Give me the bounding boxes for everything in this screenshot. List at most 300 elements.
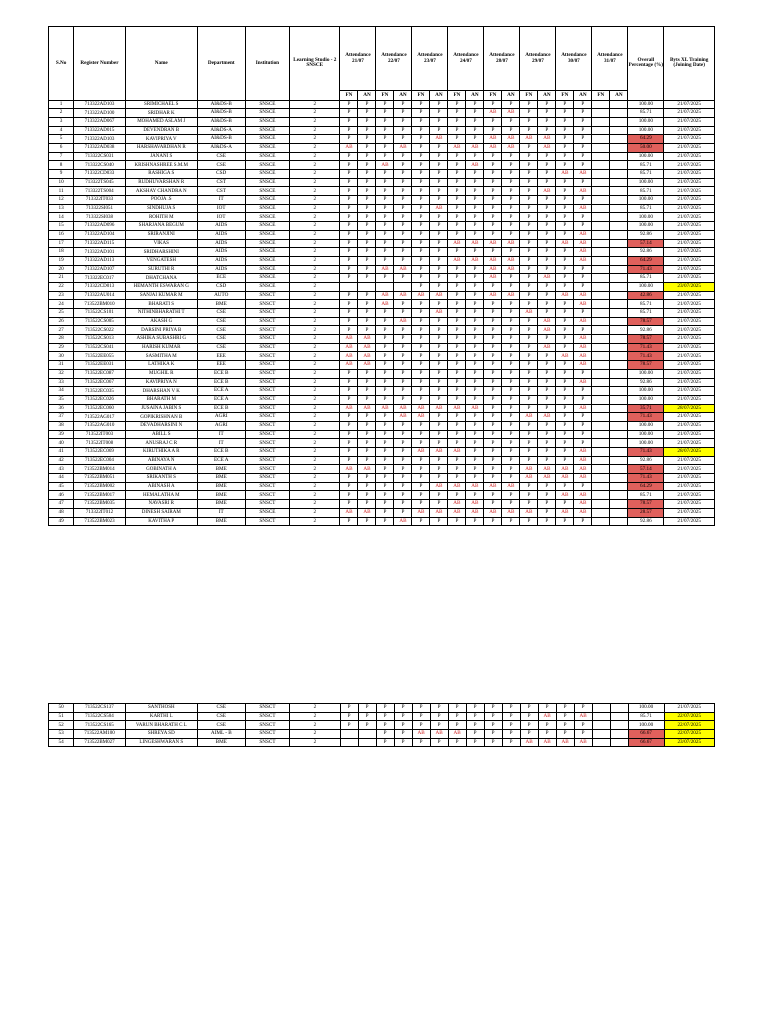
- cell-attendance: P: [430, 491, 448, 500]
- cell-attendance: P: [502, 721, 520, 730]
- cell-learning-studio: 2: [290, 282, 340, 291]
- cell-name: DEVADHARSINI N: [125, 421, 197, 430]
- cell-department: IT: [197, 439, 245, 448]
- cell-name: VARUN BHARATH C L: [125, 721, 197, 730]
- cell-attendance: P: [466, 170, 484, 179]
- table-row: [49, 517, 715, 526]
- cell-attendance: P: [412, 187, 430, 196]
- cell-attendance: P: [376, 721, 394, 730]
- table-row: [49, 335, 715, 344]
- cell-attendance: P: [358, 126, 376, 135]
- cell-attendance: P: [520, 500, 538, 509]
- cell-attendance: [592, 361, 610, 370]
- cell-attendance: P: [502, 712, 520, 721]
- cell-attendance: P: [430, 335, 448, 344]
- cell-institution: SNSCT: [245, 335, 289, 344]
- cell-overall-percentage: 66.67: [628, 738, 664, 747]
- cell-attendance: P: [394, 712, 412, 721]
- table-row: [49, 421, 715, 430]
- cell-attendance: P: [340, 265, 358, 274]
- cell-attendance: P: [340, 300, 358, 309]
- header-an: AN: [394, 91, 412, 101]
- cell-attendance: P: [502, 517, 520, 526]
- cell-attendance: P: [466, 152, 484, 161]
- cell-attendance: P: [502, 300, 520, 309]
- cell-name: BHARATI S: [125, 300, 197, 309]
- cell-attendance: AB: [556, 508, 574, 517]
- cell-joining-date: 21/07/2025: [664, 413, 715, 422]
- cell-attendance: AB: [538, 326, 556, 335]
- cell-attendance: P: [412, 309, 430, 318]
- cell-sno: 45: [49, 482, 74, 491]
- cell-attendance: P: [412, 361, 430, 370]
- cell-overall-percentage: 100.00: [628, 222, 664, 231]
- cell-attendance: P: [430, 317, 448, 326]
- cell-department: ECE A: [197, 395, 245, 404]
- cell-attendance: P: [430, 152, 448, 161]
- cell-attendance: P: [394, 213, 412, 222]
- cell-attendance: P: [394, 117, 412, 126]
- cell-name: AKSHAY CHANDRA N: [125, 187, 197, 196]
- cell-attendance: P: [538, 256, 556, 265]
- cell-attendance: P: [358, 712, 376, 721]
- cell-department: CSE: [197, 712, 245, 721]
- cell-sno: 36: [49, 404, 74, 413]
- cell-name: JANANI S: [125, 152, 197, 161]
- cell-attendance: P: [376, 256, 394, 265]
- cell-sno: 3: [49, 117, 74, 126]
- cell-attendance: P: [448, 117, 466, 126]
- cell-attendance: P: [340, 491, 358, 500]
- cell-attendance: P: [466, 352, 484, 361]
- cell-register-number: 713322AD113: [74, 256, 126, 265]
- cell-attendance: P: [340, 413, 358, 422]
- cell-attendance: P: [520, 143, 538, 152]
- cell-attendance: AB: [430, 730, 448, 739]
- cell-attendance: [610, 274, 628, 283]
- cell-department: IOT: [197, 213, 245, 222]
- cell-institution: SNSCT: [245, 317, 289, 326]
- header-learning-studio: Learning Studio - 2 SNSCE: [290, 27, 340, 101]
- cell-attendance: P: [448, 704, 466, 713]
- cell-attendance: AB: [412, 404, 430, 413]
- cell-attendance: P: [394, 430, 412, 439]
- cell-attendance: P: [448, 369, 466, 378]
- cell-attendance: P: [502, 282, 520, 291]
- cell-attendance: AB: [358, 404, 376, 413]
- cell-attendance: P: [574, 143, 592, 152]
- cell-attendance: [592, 187, 610, 196]
- cell-attendance: P: [340, 222, 358, 231]
- cell-attendance: [610, 738, 628, 747]
- cell-department: CSE: [197, 704, 245, 713]
- cell-attendance: [610, 109, 628, 118]
- cell-department: AIDS: [197, 256, 245, 265]
- cell-name: SRIDHARSHINI: [125, 248, 197, 257]
- cell-overall-percentage: 100.00: [628, 704, 664, 713]
- cell-name: HARSHAVARDHAN R: [125, 143, 197, 152]
- cell-attendance: P: [430, 256, 448, 265]
- cell-attendance: AB: [556, 170, 574, 179]
- cell-learning-studio: 2: [290, 126, 340, 135]
- cell-attendance: P: [574, 196, 592, 205]
- cell-attendance: AB: [502, 256, 520, 265]
- cell-attendance: P: [358, 387, 376, 396]
- cell-joining-date: 21/07/2025: [664, 291, 715, 300]
- cell-learning-studio: 2: [290, 222, 340, 231]
- cell-attendance: P: [340, 230, 358, 239]
- cell-attendance: P: [358, 517, 376, 526]
- cell-attendance: AB: [448, 404, 466, 413]
- cell-name: KAVIPRIYA V: [125, 135, 197, 144]
- cell-joining-date: 21/07/2025: [664, 500, 715, 509]
- cell-attendance: P: [340, 369, 358, 378]
- cell-attendance: P: [520, 291, 538, 300]
- cell-attendance: P: [520, 117, 538, 126]
- cell-register-number: 713322SI038: [74, 213, 126, 222]
- cell-attendance: AB: [484, 482, 502, 491]
- cell-attendance: AB: [556, 291, 574, 300]
- cell-attendance: [610, 100, 628, 109]
- cell-attendance: P: [556, 730, 574, 739]
- cell-institution: SNSCT: [245, 404, 289, 413]
- cell-attendance: P: [502, 335, 520, 344]
- cell-attendance: P: [430, 704, 448, 713]
- cell-sno: 44: [49, 474, 74, 483]
- cell-attendance: AB: [484, 265, 502, 274]
- cell-name: SINDHUJA S: [125, 204, 197, 213]
- cell-overall-percentage: 100.00: [628, 430, 664, 439]
- cell-attendance: P: [502, 317, 520, 326]
- table-row: [49, 361, 715, 370]
- cell-attendance: P: [556, 143, 574, 152]
- cell-attendance: P: [430, 143, 448, 152]
- cell-department: BME: [197, 465, 245, 474]
- cell-department: ECE A: [197, 456, 245, 465]
- cell-attendance: P: [502, 161, 520, 170]
- cell-overall-percentage: 85.71: [628, 161, 664, 170]
- cell-attendance: [610, 721, 628, 730]
- cell-attendance: P: [448, 712, 466, 721]
- cell-attendance: P: [412, 256, 430, 265]
- cell-attendance: [592, 721, 610, 730]
- cell-joining-date: 21/07/2025: [664, 456, 715, 465]
- cell-attendance: [592, 369, 610, 378]
- cell-attendance: P: [376, 500, 394, 509]
- cell-name: NAVASRI R: [125, 500, 197, 509]
- cell-department: CST: [197, 187, 245, 196]
- cell-attendance: P: [412, 721, 430, 730]
- cell-attendance: P: [394, 204, 412, 213]
- cell-attendance: P: [430, 170, 448, 179]
- cell-attendance: P: [448, 439, 466, 448]
- cell-attendance: P: [556, 230, 574, 239]
- cell-learning-studio: 2: [290, 256, 340, 265]
- cell-attendance: P: [376, 369, 394, 378]
- cell-attendance: P: [448, 474, 466, 483]
- cell-attendance: P: [520, 491, 538, 500]
- cell-institution: SNSCT: [245, 291, 289, 300]
- header-fn: FN: [556, 91, 574, 101]
- cell-attendance: P: [556, 482, 574, 491]
- cell-attendance: P: [412, 230, 430, 239]
- cell-attendance: P: [448, 152, 466, 161]
- cell-institution: SNSCT: [245, 439, 289, 448]
- cell-attendance: P: [358, 204, 376, 213]
- cell-attendance: P: [376, 326, 394, 335]
- cell-overall-percentage: 50.00: [628, 143, 664, 152]
- cell-department: ECE: [197, 274, 245, 283]
- cell-attendance: P: [394, 482, 412, 491]
- cell-sno: 41: [49, 448, 74, 457]
- cell-attendance: P: [520, 335, 538, 344]
- cell-sno: 6: [49, 143, 74, 152]
- cell-institution: SNSCT: [245, 730, 289, 739]
- cell-attendance: P: [556, 721, 574, 730]
- cell-attendance: AB: [412, 413, 430, 422]
- cell-attendance: P: [412, 421, 430, 430]
- cell-attendance: AB: [340, 404, 358, 413]
- cell-institution: SNSCT: [245, 387, 289, 396]
- cell-attendance: P: [466, 421, 484, 430]
- cell-attendance: P: [340, 517, 358, 526]
- cell-learning-studio: 2: [290, 335, 340, 344]
- cell-attendance: P: [538, 196, 556, 205]
- cell-attendance: P: [376, 508, 394, 517]
- cell-attendance: P: [502, 152, 520, 161]
- cell-attendance: P: [340, 387, 358, 396]
- cell-attendance: P: [412, 126, 430, 135]
- cell-attendance: P: [376, 474, 394, 483]
- cell-joining-date: 21/07/2025: [664, 100, 715, 109]
- cell-attendance: P: [484, 222, 502, 231]
- cell-attendance: P: [520, 248, 538, 257]
- cell-department: ECE B: [197, 404, 245, 413]
- cell-sno: 8: [49, 161, 74, 170]
- cell-attendance: P: [376, 387, 394, 396]
- cell-attendance: P: [376, 465, 394, 474]
- cell-name: GOPIKRISHNAN B: [125, 413, 197, 422]
- cell-attendance: AB: [574, 230, 592, 239]
- cell-attendance: P: [574, 213, 592, 222]
- cell-attendance: P: [538, 213, 556, 222]
- cell-attendance: P: [430, 222, 448, 231]
- cell-attendance: P: [376, 361, 394, 370]
- cell-learning-studio: 2: [290, 291, 340, 300]
- cell-attendance: P: [340, 421, 358, 430]
- cell-attendance: P: [556, 387, 574, 396]
- cell-attendance: [610, 178, 628, 187]
- cell-attendance: [610, 161, 628, 170]
- cell-attendance: [340, 730, 358, 739]
- cell-attendance: P: [394, 335, 412, 344]
- cell-joining-date: 21/07/2025: [664, 274, 715, 283]
- cell-attendance: P: [484, 161, 502, 170]
- cell-learning-studio: 2: [290, 274, 340, 283]
- cell-attendance: P: [466, 248, 484, 257]
- cell-overall-percentage: 28.57: [628, 508, 664, 517]
- cell-attendance: [610, 456, 628, 465]
- cell-name: VENGATESH: [125, 256, 197, 265]
- cell-attendance: AB: [358, 335, 376, 344]
- cell-sno: 39: [49, 430, 74, 439]
- cell-attendance: P: [502, 404, 520, 413]
- cell-attendance: [340, 282, 358, 291]
- cell-attendance: P: [484, 170, 502, 179]
- cell-attendance: AB: [340, 343, 358, 352]
- table-row: [49, 439, 715, 448]
- cell-attendance: [610, 222, 628, 231]
- cell-sno: 35: [49, 395, 74, 404]
- cell-attendance: AB: [376, 161, 394, 170]
- cell-attendance: P: [430, 387, 448, 396]
- cell-attendance: AB: [502, 109, 520, 118]
- cell-attendance: P: [502, 704, 520, 713]
- cell-attendance: P: [358, 439, 376, 448]
- cell-learning-studio: 2: [290, 378, 340, 387]
- header-an: AN: [574, 91, 592, 101]
- cell-name: KAVIPRIYA N: [125, 378, 197, 387]
- cell-attendance: P: [502, 196, 520, 205]
- header-joining-date: Byts XL Training (Joining Date): [664, 27, 715, 101]
- cell-attendance: P: [484, 369, 502, 378]
- cell-overall-percentage: 78.57: [628, 335, 664, 344]
- cell-attendance: P: [538, 430, 556, 439]
- cell-attendance: P: [484, 378, 502, 387]
- cell-attendance: P: [394, 721, 412, 730]
- cell-institution: SNSCE: [245, 170, 289, 179]
- cell-institution: SNSCE: [245, 143, 289, 152]
- cell-attendance: [358, 738, 376, 747]
- cell-attendance: AB: [484, 256, 502, 265]
- cell-attendance: AB: [538, 474, 556, 483]
- cell-attendance: P: [412, 152, 430, 161]
- cell-attendance: P: [358, 178, 376, 187]
- cell-attendance: P: [520, 196, 538, 205]
- cell-attendance: P: [412, 387, 430, 396]
- cell-attendance: [592, 100, 610, 109]
- cell-joining-date: 21/07/2025: [664, 326, 715, 335]
- cell-attendance: P: [466, 465, 484, 474]
- cell-attendance: [610, 361, 628, 370]
- cell-attendance: P: [538, 730, 556, 739]
- cell-attendance: P: [430, 456, 448, 465]
- cell-attendance: P: [538, 309, 556, 318]
- cell-attendance: P: [430, 117, 448, 126]
- table-row: [49, 491, 715, 500]
- cell-attendance: P: [430, 196, 448, 205]
- cell-register-number: 713322TS004: [74, 187, 126, 196]
- cell-sno: 32: [49, 369, 74, 378]
- cell-attendance: P: [412, 196, 430, 205]
- cell-overall-percentage: 85.71: [628, 170, 664, 179]
- cell-attendance: P: [412, 482, 430, 491]
- cell-attendance: P: [520, 161, 538, 170]
- cell-attendance: P: [394, 161, 412, 170]
- cell-attendance: [610, 187, 628, 196]
- cell-attendance: P: [520, 369, 538, 378]
- cell-sno: 20: [49, 265, 74, 274]
- cell-attendance: P: [484, 430, 502, 439]
- cell-attendance: P: [340, 456, 358, 465]
- header-sno: S.No: [49, 27, 74, 101]
- cell-joining-date: 21/07/2025: [664, 187, 715, 196]
- cell-attendance: P: [394, 704, 412, 713]
- cell-overall-percentage: 92.86: [628, 230, 664, 239]
- cell-attendance: P: [340, 100, 358, 109]
- cell-attendance: P: [448, 265, 466, 274]
- cell-attendance: P: [430, 265, 448, 274]
- table-row: [49, 721, 715, 730]
- cell-institution: SNSCE: [245, 508, 289, 517]
- table-row: [49, 317, 715, 326]
- cell-institution: SNSCE: [245, 282, 289, 291]
- cell-attendance: P: [340, 109, 358, 118]
- cell-attendance: [610, 135, 628, 144]
- header-fn: FN: [484, 91, 502, 101]
- cell-learning-studio: 2: [290, 474, 340, 483]
- table-row: [49, 465, 715, 474]
- cell-attendance: P: [538, 508, 556, 517]
- cell-institution: SNSCT: [245, 482, 289, 491]
- cell-attendance: P: [394, 109, 412, 118]
- cell-learning-studio: 2: [290, 135, 340, 144]
- cell-attendance: P: [484, 204, 502, 213]
- cell-attendance: P: [484, 230, 502, 239]
- cell-attendance: [592, 395, 610, 404]
- cell-attendance: AB: [574, 291, 592, 300]
- cell-learning-studio: 2: [290, 491, 340, 500]
- cell-attendance: P: [538, 117, 556, 126]
- cell-overall-percentage: 78.57: [628, 361, 664, 370]
- cell-learning-studio: 2: [290, 117, 340, 126]
- cell-learning-studio: 2: [290, 152, 340, 161]
- cell-attendance: [610, 230, 628, 239]
- cell-attendance: P: [448, 300, 466, 309]
- cell-attendance: P: [520, 421, 538, 430]
- cell-attendance: P: [538, 152, 556, 161]
- cell-register-number: 713522AM100: [74, 730, 126, 739]
- cell-attendance: P: [574, 100, 592, 109]
- cell-attendance: P: [466, 230, 484, 239]
- cell-register-number: 713522BM010: [74, 300, 126, 309]
- cell-overall-percentage: 64.29: [628, 256, 664, 265]
- cell-attendance: [592, 404, 610, 413]
- cell-attendance: P: [484, 465, 502, 474]
- cell-attendance: P: [538, 500, 556, 509]
- cell-overall-percentage: 85.71: [628, 309, 664, 318]
- cell-institution: SNSCT: [245, 517, 289, 526]
- cell-attendance: [610, 343, 628, 352]
- cell-attendance: AB: [376, 265, 394, 274]
- cell-attendance: AB: [466, 143, 484, 152]
- cell-learning-studio: 2: [290, 178, 340, 187]
- cell-overall-percentage: 92.86: [628, 248, 664, 257]
- cell-attendance: P: [376, 448, 394, 457]
- cell-attendance: P: [376, 274, 394, 283]
- cell-attendance: P: [502, 378, 520, 387]
- cell-attendance: P: [466, 326, 484, 335]
- table-row: [49, 143, 715, 152]
- cell-attendance: P: [448, 456, 466, 465]
- table-row: [49, 704, 715, 713]
- cell-attendance: P: [538, 109, 556, 118]
- header-an: AN: [610, 91, 628, 101]
- cell-attendance: [592, 508, 610, 517]
- cell-attendance: P: [430, 474, 448, 483]
- cell-name: ABINASH A: [125, 482, 197, 491]
- cell-attendance: P: [574, 517, 592, 526]
